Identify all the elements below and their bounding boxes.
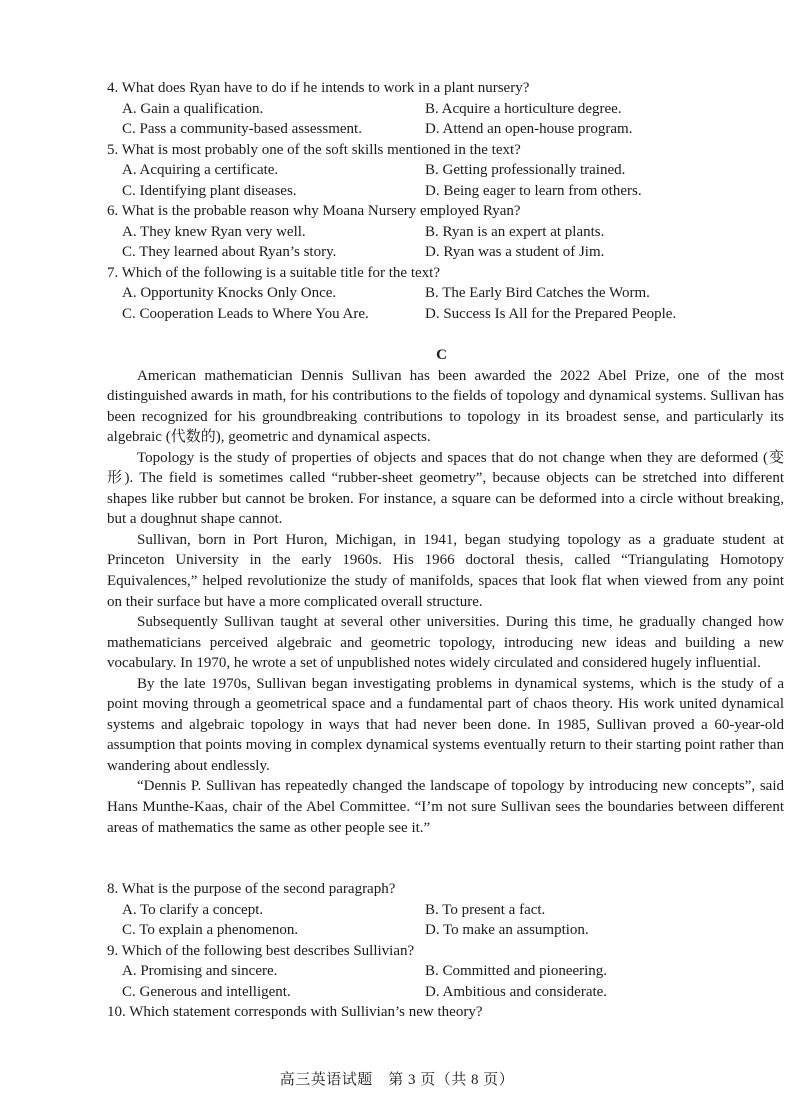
option: B. Committed and pioneering. — [425, 963, 608, 980]
question — [107, 201, 784, 263]
passage-title: C — [436, 347, 447, 363]
question — [107, 941, 784, 1003]
option: A. To clarify a concept. — [122, 901, 264, 918]
question — [107, 1002, 784, 1023]
passage-paragraph: American mathematician Dennis Sullivan has been awarded the 2022 Abel Prize, one of the most distinguished awards in math, for his contributions to the fields of topology and dynamical systems. Sullivan has been recognized for his groundbreaking contributions to topology in its broadest sense, and particularly its algebraic (代数的), geometric and dynamical aspects. — [107, 367, 784, 446]
option: A. Acquiring a certificate. — [122, 162, 279, 179]
passage-paragraph: Topology is the study of properties of objects and spaces that do not change when they are deformed (变形). The field is sometimes called “rubber-sheet geometry”, because objects can be stretched into different shapes like rubber but cannot be broken. For instance, a square can be deformed into a circle without breaking, but a doughnut shape cannot. — [107, 449, 784, 528]
question-options — [107, 961, 784, 1002]
option: C. Identifying plant diseases. — [122, 182, 297, 199]
question-stem: 8. What is the purpose of the second paragraph? — [107, 881, 396, 897]
questions-4-7 — [107, 78, 784, 325]
option: D. Success Is All for the Prepared People. — [425, 306, 677, 323]
question-stem: 6. What is the probable reason why Moana Nursery employed Ryan? — [107, 203, 521, 220]
option: B. Getting professionally trained. — [425, 162, 626, 179]
passage-paragraph: Subsequently Sullivan taught at several other universities. During this time, he gradually changed how mathematicians perceived algebraic and geometric topology, introducing new ideas and building a new vocabulary. In 1970, he wrote a set of unpublished notes widely circulated and considered hugely influential. — [107, 614, 784, 672]
question — [107, 263, 784, 325]
page-footer: 高三英语试题 第 3 页（共 8 页） — [279, 1072, 515, 1088]
option: A. Promising and sincere. — [122, 963, 278, 980]
passage-c — [107, 345, 784, 838]
option: D. Being eager to learn from others. — [425, 182, 642, 199]
option: B. To present a fact. — [425, 901, 546, 918]
option: A. They knew Ryan very well. — [122, 223, 306, 240]
option: C. Cooperation Leads to Where You Are. — [122, 306, 369, 323]
option: B. The Early Bird Catches the Worm. — [425, 285, 650, 302]
question-stem: 10. Which statement corresponds with Sullivian’s new theory? — [107, 1004, 483, 1021]
passage-paragraph: Sullivan, born in Port Huron, Michigan, in 1941, began studying topology as a graduate student at Princeton University in the early 1960s. His 1966 doctoral thesis, called “Triangulating Homotopy Equivalences,” helped revolutionize the study of manifolds, spaces that look flat when viewed from any point on their surface but have a more complicated overall structure. — [107, 531, 784, 610]
option: C. To explain a phenomenon. — [122, 922, 299, 939]
question-options — [107, 900, 784, 941]
question-stem: 9. Which of the following best describes Sullivian? — [107, 942, 415, 959]
option: B. Acquire a horticulture degree. — [425, 100, 622, 117]
question — [107, 140, 784, 202]
question-stem: 7. Which of the following is a suitable title for the text? — [107, 264, 440, 281]
option: D. Attend an open-house program. — [425, 121, 633, 138]
passage-paragraph: “Dennis P. Sullivan has repeatedly changed the landscape of topology by introducing new concepts”, said Hans Munthe-Kaas, chair of the Abel Committee. “I’m not sure Sullivan sees the boundaries between different areas of mathematics the same as other people see it.” — [107, 778, 784, 836]
question — [107, 879, 784, 941]
option: D. Ryan was a student of Jim. — [425, 244, 605, 261]
option: D. Ambitious and considerate. — [425, 983, 608, 1000]
option: C. Pass a community-based assessment. — [122, 121, 362, 138]
question-stem: 4. What does Ryan have to do if he intends to work in a plant nursery? — [107, 80, 530, 96]
question-options — [107, 99, 784, 140]
option: A. Gain a qualification. — [122, 100, 264, 117]
option: C. They learned about Ryan’s story. — [122, 244, 337, 261]
option: A. Opportunity Knocks Only Once. — [122, 285, 337, 302]
question-options — [107, 222, 784, 263]
option: C. Generous and intelligent. — [122, 983, 291, 1000]
option: D. To make an assumption. — [425, 922, 589, 939]
question-stem: 5. What is most probably one of the soft skills mentioned in the text? — [107, 141, 521, 158]
questions-8-10 — [107, 879, 784, 1023]
option: B. Ryan is an expert at plants. — [425, 223, 605, 240]
passage-paragraph: By the late 1970s, Sullivan began investigating problems in dynamical systems, which is the study of a point moving through a geometrical space and a fundamental part of chaos theory. His work united dynamical systems and algebraic topology in ways that had never been done. In 1985, Sullivan proved a 60-year-old assumption that points moving in complex dynamical systems eventually return to their starting point rather than wandering about endlessly. — [107, 675, 784, 774]
question-options — [107, 283, 784, 324]
question-options — [107, 160, 784, 201]
passage-body — [107, 366, 784, 839]
question — [107, 78, 784, 140]
